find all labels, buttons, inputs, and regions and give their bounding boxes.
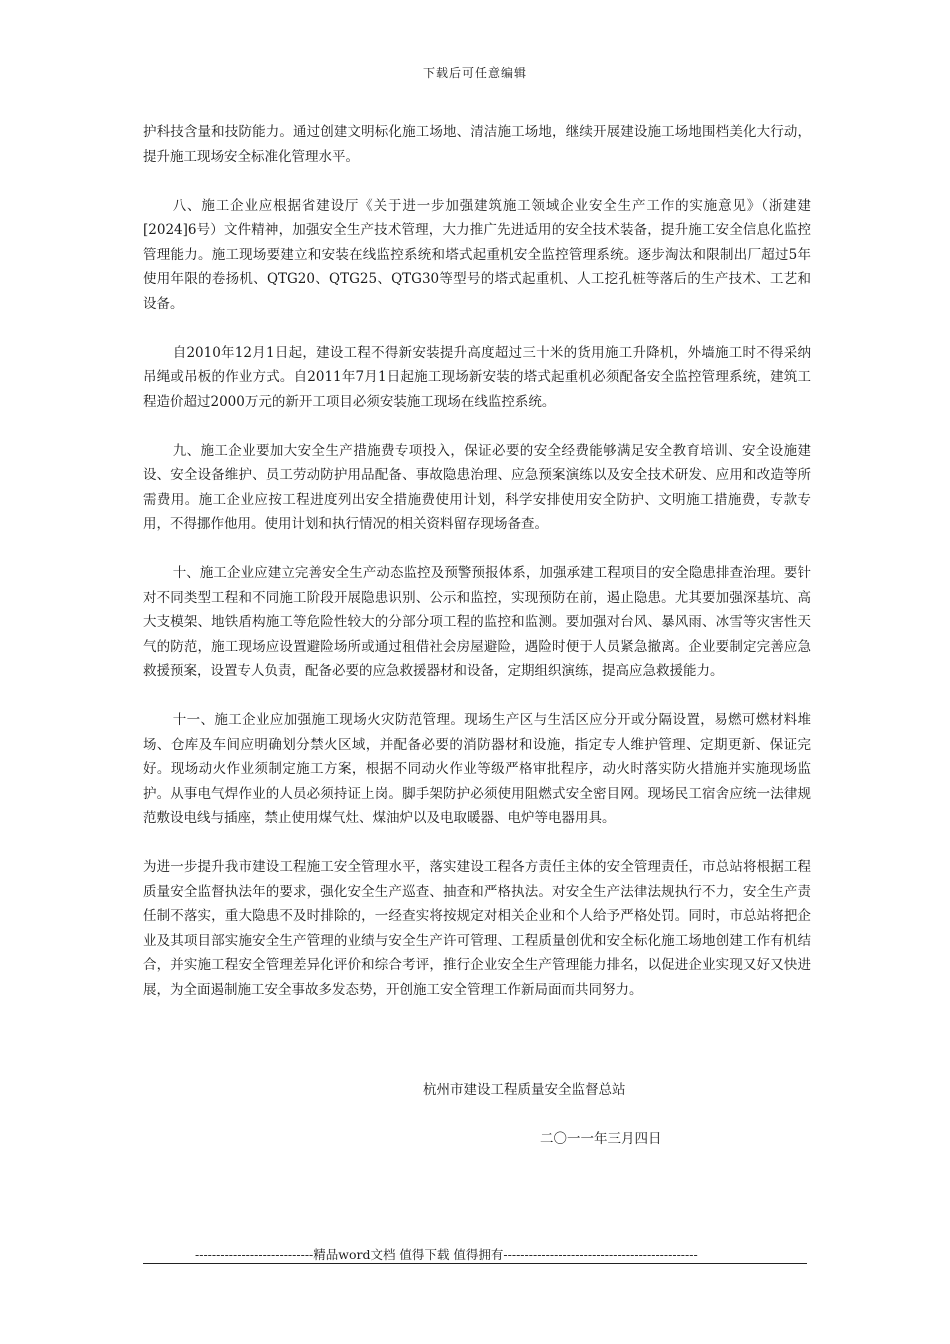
paragraph-item-9: 九、施工企业要加大安全生产措施费专项投入，保证必要的安全经费能够满足安全教育培训、安全设施建设、安全设备维护、员工劳动防护用品配备、事故隐患治理、应急预案演练以及安全技术研发、应用和改造等所需费用。施工企业应按工程进度列出安全措施费使用计划，科学安排使用安全防护、文明施工措施费，专款专用，不得挪作他用。使用计划和执行情况的相关资料留存现场备查。 — [143, 442, 811, 532]
paragraph-conclusion: 为进一步提升我市建设工程施工安全管理水平，落实建设工程各方责任主体的安全管理责任，市总站将根据工程质量安全监督执法年的要求，强化安全生产巡查、抽查和严格执法。对安全生产法律法规执行不力，安全生产责任制不落实，重大隐患不及时排除的，一经查实将按规定对相关企业和个人给予严格处罚。同时，市总站将把企业及其项目部实施安全生产管理的业绩与安全生产许可管理、工程质量创优和安全标化施工场地创建工作有机结合，并实施工程安全管理差异化评价和综合考评，推行企业安全生产管理能力排名，以促进企业实现又好又快进展，为全面遏制施工安全事故多发态势，开创施工安全管理工作新局面而共同努力。 — [143, 859, 811, 998]
signature-organization: 杭州市建设工程质量安全监督总站 — [423, 1082, 626, 1098]
paragraph-item-8-dates: 自2010年12月1日起，建设工程不得新安装提升高度超过三十米的货用施工升降机，外墙施工时不得采纳吊绳或吊板的作业方式。自2011年7月1日起施工现场新安装的塔式起重机必须配备安全监控管理系统，建筑工程造价超过2000万元的新开工项目必须安装施工现场在线监控系统。 — [143, 344, 811, 410]
footer-text: ----------------------------精品word文档 值得下载 值得拥有---------------------------------------------- — [195, 1247, 698, 1262]
paragraph-item-11: 十一、施工企业应加强施工现场火灾防范管理。现场生产区与生活区应分开或分隔设置，易燃可燃材料堆场、仓库及车间应明确划分禁火区域，并配备必要的消防器材和设施，指定专人维护管理、定期更新、保证完好。现场动火作业须制定施工方案，根据不同动火作业等级严格审批程序，动火时落实防火措施并实施现场监护。从事电气焊作业的人员必须持证上岗。脚手架防护必须使用阻燃式安全密目网。现场民工宿舍应统一法律规范敷设电线与插座，禁止使用煤气灶、煤油炉以及电取暖器、电炉等电器用具。 — [143, 712, 811, 826]
document-body — [143, 120, 811, 1027]
signature-date: 二〇一一年三月四日 — [540, 1131, 662, 1147]
footer-divider — [143, 1263, 807, 1264]
paragraph-continuation: 护科技含量和技防能力。通过创建文明标化施工场地、清洁施工场地，继续开展建设施工场地围档美化大行动，提升施工现场安全标准化管理水平。 — [143, 124, 811, 165]
page-header: 下载后可任意编辑 — [422, 66, 527, 80]
paragraph-item-8: 八、施工企业应根据省建设厅《关于进一步加强建筑施工领域企业安全生产工作的实施意见》（浙建建[2024]6号）文件精神，加强安全生产技术管理，大力推广先进适用的安全技术装备，提升施工安全信息化监控管理能力。施工现场要建立和安装在线监控系统和塔式起重机安全监控管理系统。逐步淘汰和限制出厂超过5年使用年限的卷扬机、QTG20、QTG25、QTG30等型号的塔式起重机、人工挖孔桩等落后的生产技术、工艺和设备。 — [143, 197, 811, 312]
paragraph-item-10: 十、施工企业应建立完善安全生产动态监控及预警预报体系，加强承建工程项目的安全隐患排查治理。要针对不同类型工程和不同施工阶段开展隐患识别、公示和监控，实现预防在前，遏止隐患。尤其要加强深基坑、高大支模架、地铁盾构施工等危险性较大的分部分项工程的监控和监测。要加强对台风、暴风雨、冰雪等灾害性天气的防范，施工现场应设置避险场所或通过租借社会房屋避险，遇险时便于人员紧急撤离。企业要制定完善应急救援预案，设置专人负责，配备必要的应急救援器材和设备，定期组织演练，提高应急救援能力。 — [143, 565, 811, 679]
